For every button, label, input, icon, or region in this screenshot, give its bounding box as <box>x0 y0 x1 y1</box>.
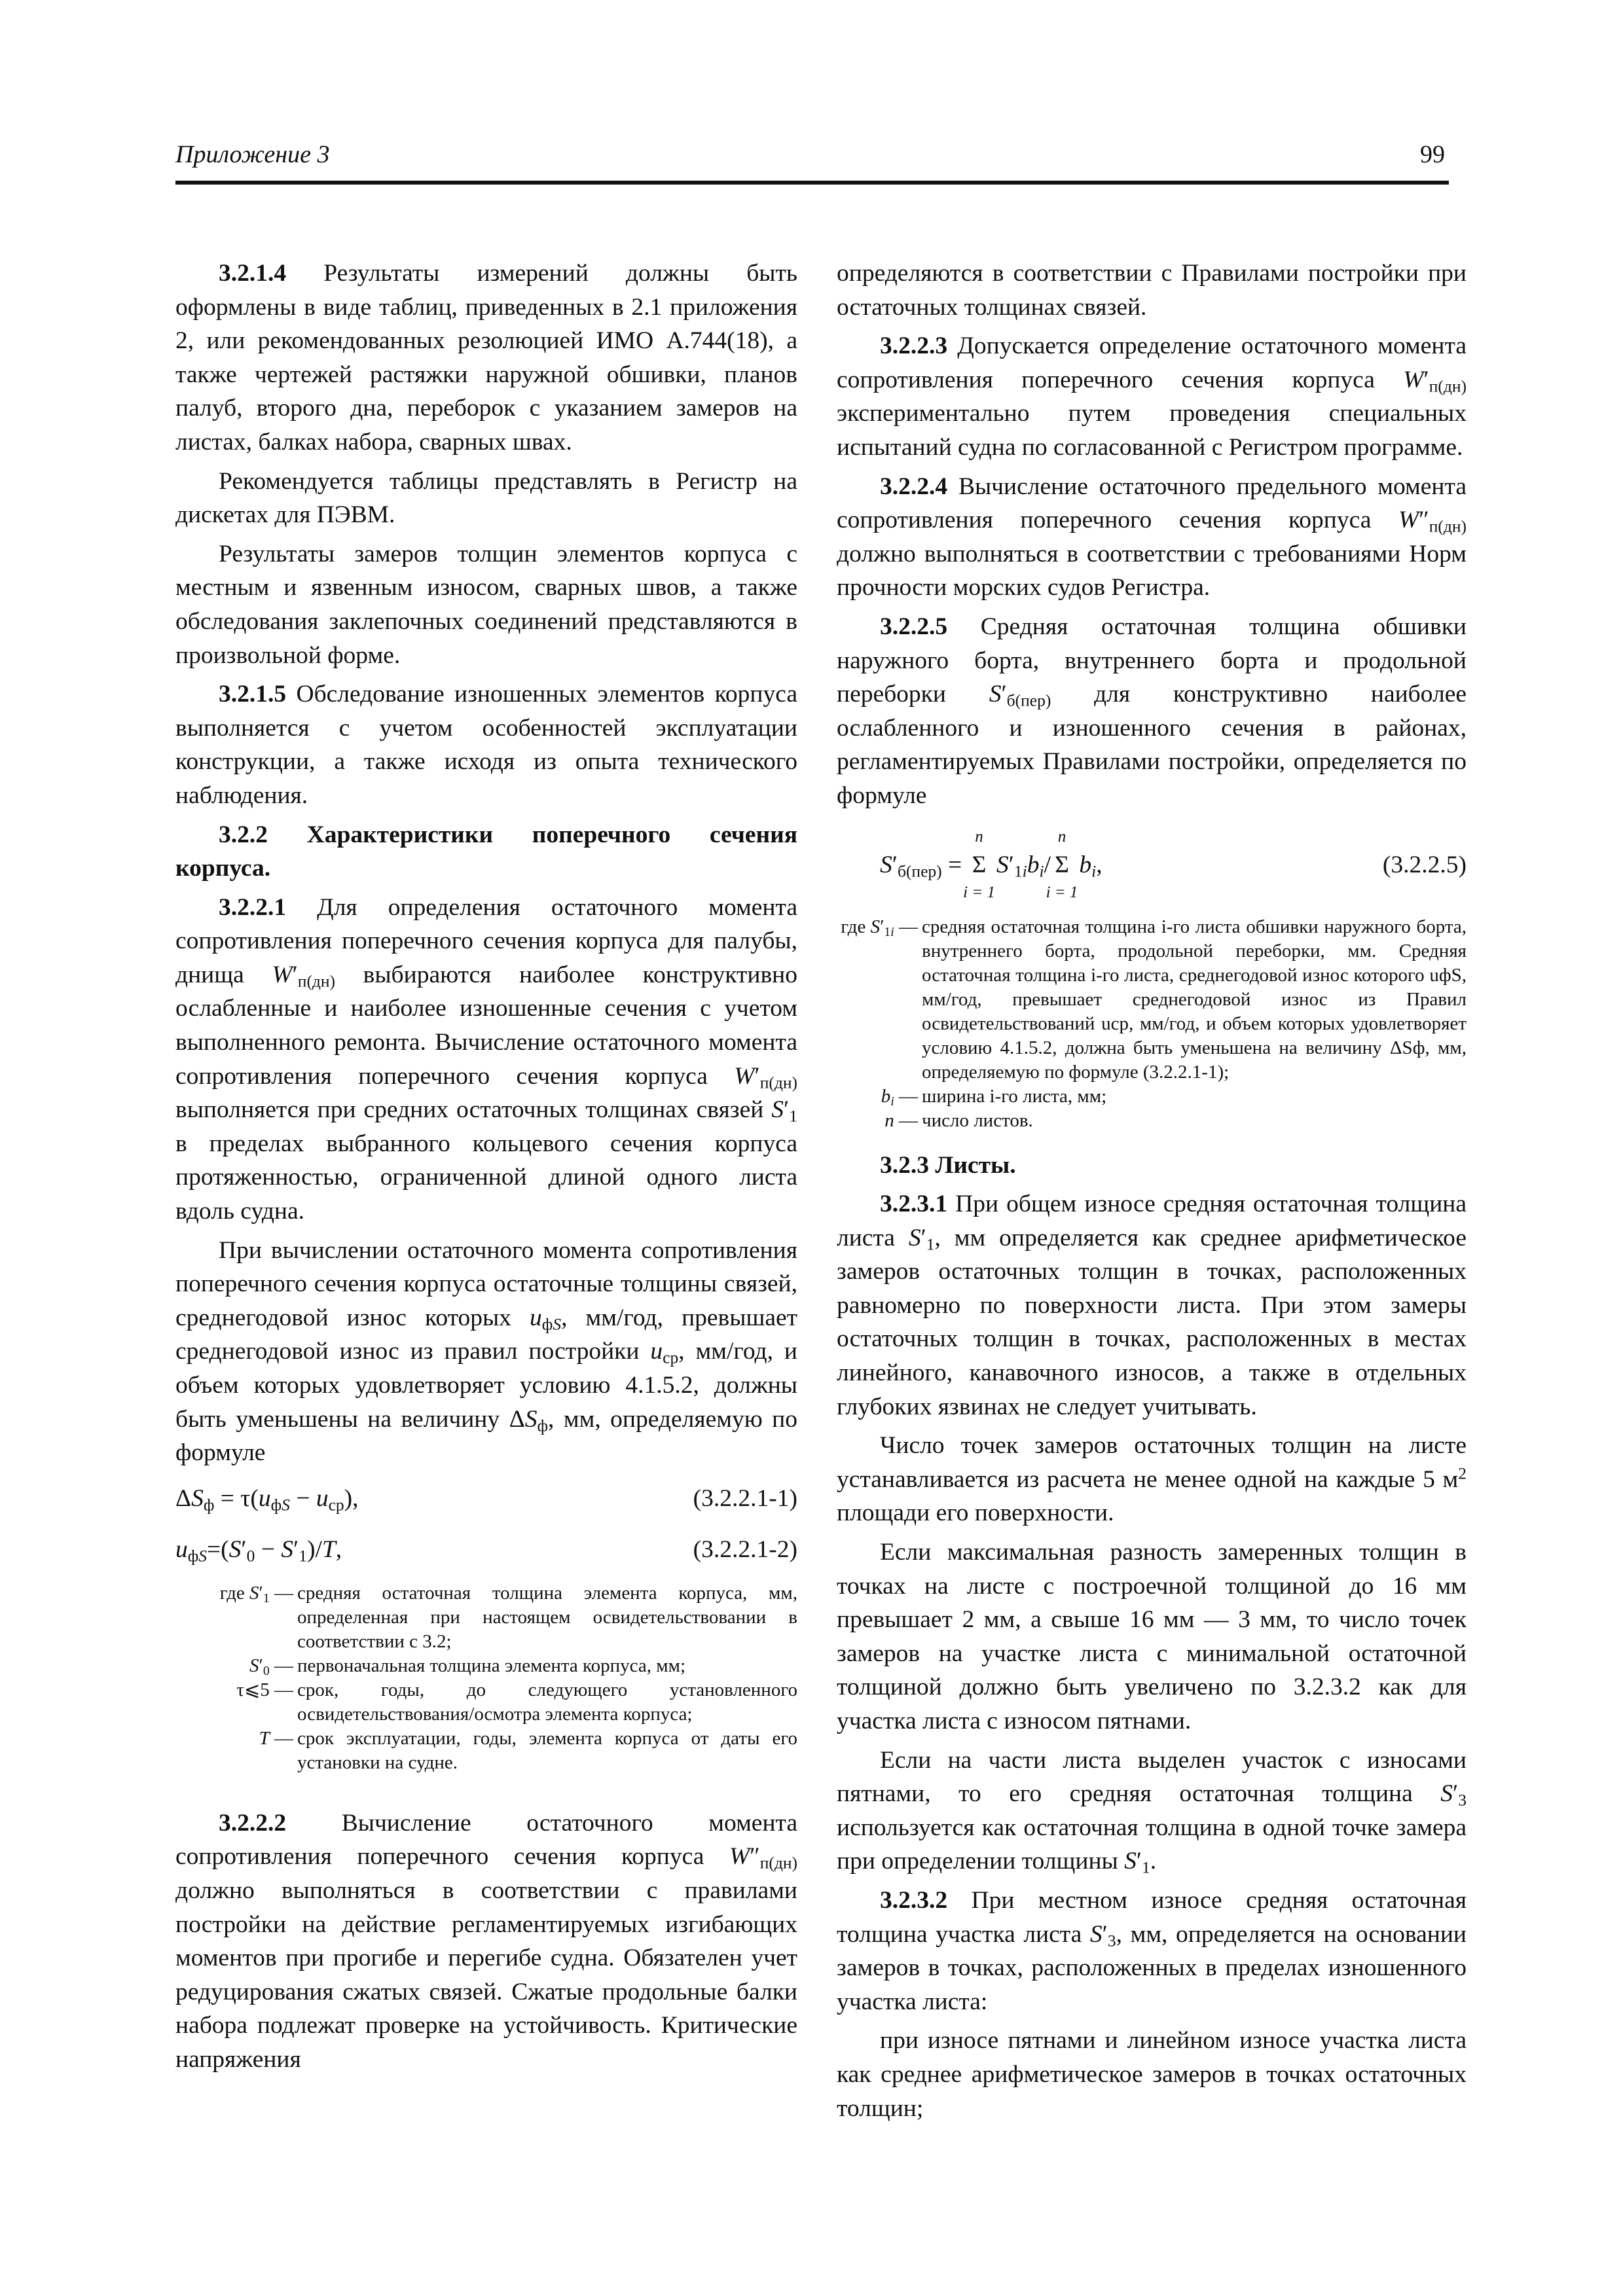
formula-expression: $S'_{б(пер)}$ = n Σ i = 1 $S'_{1i}b_i/$ n Σ i = 1 $b_i$, <box>880 827 1103 902</box>
legend-symbol: T — <box>259 1727 293 1749</box>
para-number: 3.2.3.1 <box>880 1191 948 1218</box>
para-text: Обследование изношенных элементов корпуса выполняется с учетом особенностей эксплуатации конструкции, а также исходя из опыта технического наблюдения. <box>175 681 797 809</box>
section-heading-3-2-3: 3.2.3 Листы. <box>880 1151 1016 1179</box>
legend-text: срок, годы, до следующего установленного освидетельствования/осмотра элемента корпуса; <box>297 1679 797 1725</box>
para-3-2-2-1: 3.2.2.1 Для определения остаточного момента сопротивления поперечного сечения корпуса для палубы, днища $W'_{п(дн)}$ выбираются наиболее конструктивно ослабленные и наиболее изношенные сечения с учетом выполненного ремонта. Вычисление остаточного момента сопротивления поперечного сечения корпуса $W'_{п(дн)}$ выполняется при средних остаточных толщинах связей $S'_1$ в пределах выбранного кольцевого сечения корпуса протяженностью, ограниченной длиной одного листа вдоль судна. <box>175 893 797 1225</box>
para-text: Результаты измерений должны быть оформлены в виде таблиц, приведенных в 2.1 приложения 2, или рекомендованных резолюцией ИМО А.744(18), а также чертежей растяжки наружной обшивки, планов палуб, второго дна, переборок с указанием замеров на листах, балках набора, сварных швах. <box>175 260 797 456</box>
para-number: 3.2.2.4 <box>880 473 948 500</box>
legend-row <box>175 1654 797 1678</box>
para-text: площади его поверхности. <box>837 1499 1114 1527</box>
legend-row <box>175 1581 797 1654</box>
para-text: , мм определяется как среднее арифметическое замеров остаточных толщин в точках, расположенных равномерно по поверхности листа. При этом замеры остаточных толщин в точках, расположенных в местах линейного, канавочного износов, а также в отдельных глубоких язвинах не следует учитывать. <box>837 1224 1467 1420</box>
para-text: для конструктивно наиболее ослабленного и изношенного сечения в районах, регламентируемых Правилами постройки, определяется по формуле <box>837 681 1467 809</box>
para-text: , мм/год, и объем которых удовлетворяет условию 4.1.5.2, должны быть уменьшены на величину <box>175 1338 797 1433</box>
para-3-2-3-1: 3.2.3.1 При общем износе средняя остаточная толщина листа $S'_1$, мм определяется как среднее арифметическое замеров остаточных толщин в точках, расположенных равномерно по поверхности листа. При этом замеры остаточных толщин в точках, расположенных в местах линейного, канавочного износов, а также в отдельных глубоких язвинах не следует учитывать. <box>837 1191 1467 1420</box>
sum-upper-limit: n <box>1057 827 1067 846</box>
legend-text: срок эксплуатации, годы, элемента корпуса от даты его установки на судне. <box>297 1727 797 1773</box>
para-3-2-2-4: 3.2.2.4 Вычисление остаточного предельного момента сопротивления поперечного сечения корпуса $W''_{п(дн)}$ должно выполняться в соответствии с требованиями Норм прочности морских судов Регистра. <box>837 473 1467 601</box>
para-text: Число точек замеров остаточных толщин на листе устанавливается из расчета не менее одной на каждые 5 м <box>837 1432 1467 1493</box>
formula-3-2-2-1-2 <box>175 1533 797 1572</box>
para-number: 3.2.3.2 <box>880 1886 948 1914</box>
legend-row <box>837 1109 1467 1133</box>
para-continuation: определяются в соответствии с Правилами постройки при остаточных толщинах связей. <box>837 260 1467 321</box>
page-number: 99 <box>1420 141 1445 168</box>
legend-where: где <box>219 1582 245 1604</box>
para-text: должно выполняться в соответствии с требованиями Норм прочности морских судов Регистра. <box>837 540 1467 601</box>
legend-symbol: $b_i$ — <box>881 1085 918 1109</box>
header-title: Приложение 3 <box>175 141 330 168</box>
para-recommend: Рекомендуется таблицы представлять в Регистр на дискетах для ПЭВМ. <box>175 467 797 529</box>
running-header <box>175 140 1449 185</box>
formula-number: (3.2.2.1-2) <box>693 1535 797 1563</box>
para-text: используется как остаточная толщина в одной точке замера при определении толщины <box>837 1814 1467 1875</box>
para-text: выполняется при средних остаточных толщинах связей <box>175 1096 772 1124</box>
para-number: 3.2.2.5 <box>880 613 948 640</box>
para-text: , мм, определяется на основании замеров в точках, расположенных в пределах изношенного участка листа: <box>837 1920 1467 2015</box>
para-number: 3.2.2.1 <box>219 893 287 921</box>
left-column <box>175 257 797 2082</box>
para-text: Если на части листа выделен участок с износами пятнами, то его средняя остаточная толщина <box>837 1746 1467 1808</box>
legend-where: где <box>841 916 866 937</box>
para-number: 3.2.2.2 <box>219 1809 287 1837</box>
para-pitting-linear: при износе пятнами и линейном износе участка листа как среднее арифметическое замеров в точках остаточных толщин; <box>837 2027 1467 2122</box>
section-heading-3-2-2: 3.2.2 Характеристики поперечного сечения корпуса. <box>175 821 797 882</box>
right-column <box>837 257 1467 2130</box>
legend-symbol: где $S'_{1i}$ — <box>841 916 918 939</box>
para-max-difference: Если максимальная разность замеренных толщин в точках на листе с построечной толщиной до 16 мм превышает 2 мм, а свыше 16 мм — 3 мм, то число точек замеров на участке листа с минимальной остаточной толщиной должно быть увеличено по 3.2.3.2 как для участка листа с износом пятнами. <box>837 1539 1467 1734</box>
sum-sign: n Σ i = 1 <box>1051 848 1073 882</box>
para-text: выбираются наиболее конструктивно ослабленные и наиболее изношенные сечения с учетом выполненного ремонта. Вычисление остаточного момента сопротивления поперечного сечения корпуса <box>175 961 797 1090</box>
legend-text: ширина i-го листа, мм; <box>922 1085 1107 1107</box>
sum-sign: n Σ i = 1 <box>968 848 991 882</box>
para-number: 3.2.1.4 <box>219 260 287 287</box>
legend-text: средняя остаточная толщина i-го листа обшивки наружного борта, внутреннего борта, продольной переборки, мм. Средняя остаточная толщина i-го листа, среднегодовой износ которого uфS, мм/год, превышает среднегодовой износ из Правил освидетельствований uср, мм/год, и объем которых удовлетворяет условию 4.1.5.2, должна быть уменьшена на величину ΔSф, мм, определяемую по формуле (3.2.2.1-1); <box>922 916 1467 1083</box>
formula-number: (3.2.2.5) <box>1382 851 1467 878</box>
para-3-2-3-2: 3.2.3.2 При местном износе средняя остаточная толщина участка листа $S'_3$, мм, определяется на основании замеров в точках, расположенных в пределах изношенного участка листа: <box>837 1886 1467 2015</box>
legend-symbol: $S'_0$ — <box>249 1655 293 1678</box>
sum-lower-limit: i = 1 <box>1046 884 1078 902</box>
para-points-count: Число точек замеров остаточных толщин на листе устанавливается из расчета не менее одной на каждые 5 $м^2$ площади его поверхности. <box>837 1432 1467 1527</box>
legend-row <box>175 1727 797 1775</box>
para-text: Допускается определение остаточного момента сопротивления поперечного сечения корпуса <box>837 332 1467 393</box>
para-number: 3.2.2.3 <box>880 332 948 360</box>
formula-3-2-2-5 <box>837 827 1467 902</box>
formula-legend <box>837 915 1467 1133</box>
para-text: , мм, определяемую по формуле <box>175 1405 797 1467</box>
legend-row <box>837 915 1467 1085</box>
para-text: При местном износе средняя остаточная толщина участка листа <box>837 1886 1467 1948</box>
para-number: 3.2.1.5 <box>219 681 287 708</box>
para-calculation: При вычислении остаточного момента сопротивления поперечного сечения корпуса остаточные толщины связей, среднегодовой износ которых $u_{фS}$, мм/год, превышает среднегодовой износ из правил постройки $u_{ср}$, мм/год, и объем которых удовлетворяет условию 4.1.5.2, должны быть уменьшены на величину $\Delta S_ф$, мм, определяемую по формуле <box>175 1236 797 1467</box>
para-text: должно выполняться в соответствии с правилами постройки на действие регламентируемых изгибающих моментов при прогибе и перегибе судна. Обязателен учет редуцирования сжатых связей. Сжатые продольные балки набора подлежат проверке на устойчивость. Критические напряжения <box>175 1876 797 2073</box>
para-text: При вычислении остаточного момента сопротивления поперечного сечения корпуса остаточные толщины связей, среднегодовой износ которых <box>175 1236 797 1331</box>
para-text: Для определения остаточного момента сопротивления поперечного сечения корпуса для палубы, днища <box>175 893 797 988</box>
para-text: Вычисление остаточного предельного момента сопротивления поперечного сечения корпуса <box>837 473 1467 534</box>
para-3-2-2-2: 3.2.2.2 Вычисление остаточного момента сопротивления поперечного сечения корпуса $W''_{п(дн)}$ должно выполняться в соответствии с правилами постройки на действие регламентируемых изгибающих моментов при прогибе и перегибе судна. Обязателен учет редуцирования сжатых связей. Сжатые продольные балки набора подлежат проверке на устойчивость. Критические напряжения <box>175 1809 797 2073</box>
legend-row <box>175 1678 797 1727</box>
para-text: При общем износе средняя остаточная толщина листа <box>837 1191 1467 1251</box>
para-3-2-2-3: 3.2.2.3 Допускается определение остаточного момента сопротивления поперечного сечения корпуса $W'_{п(дн)}$ экспериментально путем проведения специальных испытаний судна по согласованной с Регистром программе. <box>837 332 1467 461</box>
para-results: Результаты замеров толщин элементов корпуса с местным и язвенным износом, сварных швов, а также обследования заклепочных соединений представляются в произвольной форме. <box>175 540 797 669</box>
para-text: , мм/год, превышает среднегодовой износ из правил постройки <box>175 1304 797 1365</box>
para-text: экспериментально путем проведения специальных испытаний судна по согласованной с Регистром программе. <box>837 400 1467 461</box>
legend-text: число листов. <box>922 1109 1033 1131</box>
legend-symbol: τ⩽5 — <box>236 1679 293 1700</box>
formula-expression: $\Delta S_ф = \tau(u_{фS} - u_{ср})$, <box>175 1484 359 1515</box>
para-3-2-1-5 <box>175 677 797 812</box>
para-3-2-2-5: 3.2.2.5 Средняя остаточная толщина обшивки наружного борта, внутреннего борта и продольной переборки $S'_{б(пер)}$ для конструктивно наиболее ослабленного и изношенного сечения в районах, регламентируемых Правилами постройки, определяется по формуле <box>837 613 1467 809</box>
formula-expression: $u_{фS}=(S'_0 - S'_1)/T$, <box>175 1535 342 1566</box>
para-text: в пределах выбранного кольцевого сечения корпуса протяженностью, ограниченной длиной одного листа вдоль судна. <box>175 1130 797 1225</box>
legend-row <box>837 1085 1467 1109</box>
sum-upper-limit: n <box>975 827 983 846</box>
para-3-2-1-4 <box>175 257 797 459</box>
formula-number: (3.2.2.1-1) <box>693 1484 797 1512</box>
legend-symbol: n — <box>884 1109 918 1131</box>
legend-text: первоначальная толщина элемента корпуса, мм; <box>297 1655 686 1676</box>
para-text: Вычисление остаточного момента сопротивления поперечного сечения корпуса <box>175 1809 797 1871</box>
formula-legend <box>175 1581 797 1775</box>
para-spot-wear: Если на части листа выделен участок с износами пятнами, то его средняя остаточная толщина $S'_3$ используется как остаточная толщина в одной точке замера при определении толщины $S'_1$. <box>837 1746 1467 1877</box>
sum-lower-limit: i = 1 <box>963 884 995 902</box>
legend-text: средняя остаточная толщина элемента корпуса, мм, определенная при настоящем освидетельствовании в соответствии с 3.2; <box>297 1582 797 1652</box>
formula-3-2-2-1-1 <box>175 1482 797 1521</box>
legend-symbol: где $S'_1$ — <box>219 1582 293 1605</box>
para-text: Средняя остаточная толщина обшивки наружного борта, внутреннего борта и продольной переборки <box>837 613 1467 708</box>
